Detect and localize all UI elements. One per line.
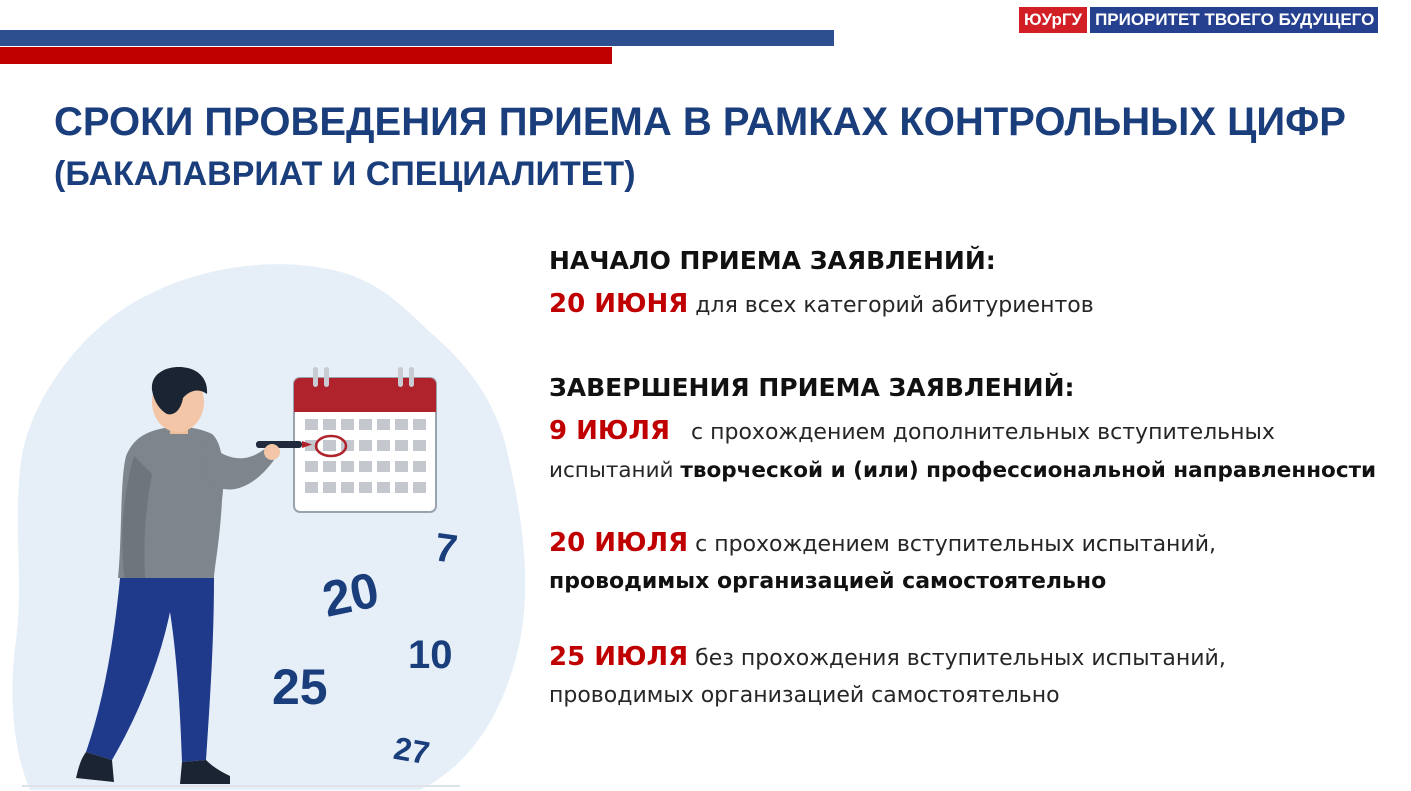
start-date: 20 ИЮНЯ: [549, 289, 689, 319]
page-title: СРОКИ ПРОВЕДЕНИЯ ПРИЕМА В РАМКАХ КОНТРОЛЬНЫХ ЦИФР: [54, 100, 1346, 144]
logo-abbr: ЮУрГУ: [1019, 7, 1087, 33]
end-item-2-bold: проводимых организацией самостоятельно: [549, 569, 1107, 594]
university-logo: [1019, 7, 1378, 33]
end-item-1-text2: испытаний: [549, 458, 681, 483]
header-stripe-blue: [0, 30, 834, 46]
number-20: 20: [317, 561, 384, 628]
end-item-3-text: без прохождения вступительных испытаний,: [688, 646, 1226, 671]
end-item-2-date: 20 ИЮЛЯ: [549, 528, 689, 558]
end-item-2-text: с прохождением вступительных испытаний,: [688, 532, 1217, 557]
calendar-icon: [294, 367, 436, 512]
start-line: [549, 287, 1094, 323]
start-heading: НАЧАЛО ПРИЕМА ЗАЯВЛЕНИЙ:: [549, 246, 996, 275]
start-text: для всех категорий абитуриентов: [688, 293, 1094, 318]
end-item-1-text: с прохождением дополнительных вступительных: [670, 420, 1275, 445]
number-10: 10: [408, 633, 453, 677]
end-item-3-text2: проводимых организацией самостоятельно: [549, 683, 1060, 708]
number-25: 25: [272, 659, 328, 715]
end-item-1-line1: [549, 414, 1275, 450]
number-7: 7: [431, 525, 461, 573]
end-item-1-date: 9 ИЮЛЯ: [549, 416, 671, 446]
number-27: 27: [391, 729, 433, 772]
end-item-3-date: 25 ИЮЛЯ: [549, 642, 689, 672]
end-item-3-line1: [549, 640, 1226, 676]
calendar-person-illustration: [0, 250, 530, 791]
end-heading: ЗАВЕРШЕНИЯ ПРИЕМА ЗАЯВЛЕНИЙ:: [549, 373, 1075, 402]
end-item-1-bold: творческой и (или) профессиональной направленности: [680, 458, 1377, 483]
logo-slogan: ПРИОРИТЕТ ТВОЕГО БУДУЩЕГО: [1090, 7, 1378, 33]
end-item-1-line2: [549, 454, 1376, 488]
page-subtitle: (БАКАЛАВРИАТ И СПЕЦИАЛИТЕТ): [54, 155, 636, 193]
end-item-2-line1: [549, 526, 1216, 562]
header-stripe-red: [0, 47, 612, 64]
marker-icon: [256, 441, 312, 448]
